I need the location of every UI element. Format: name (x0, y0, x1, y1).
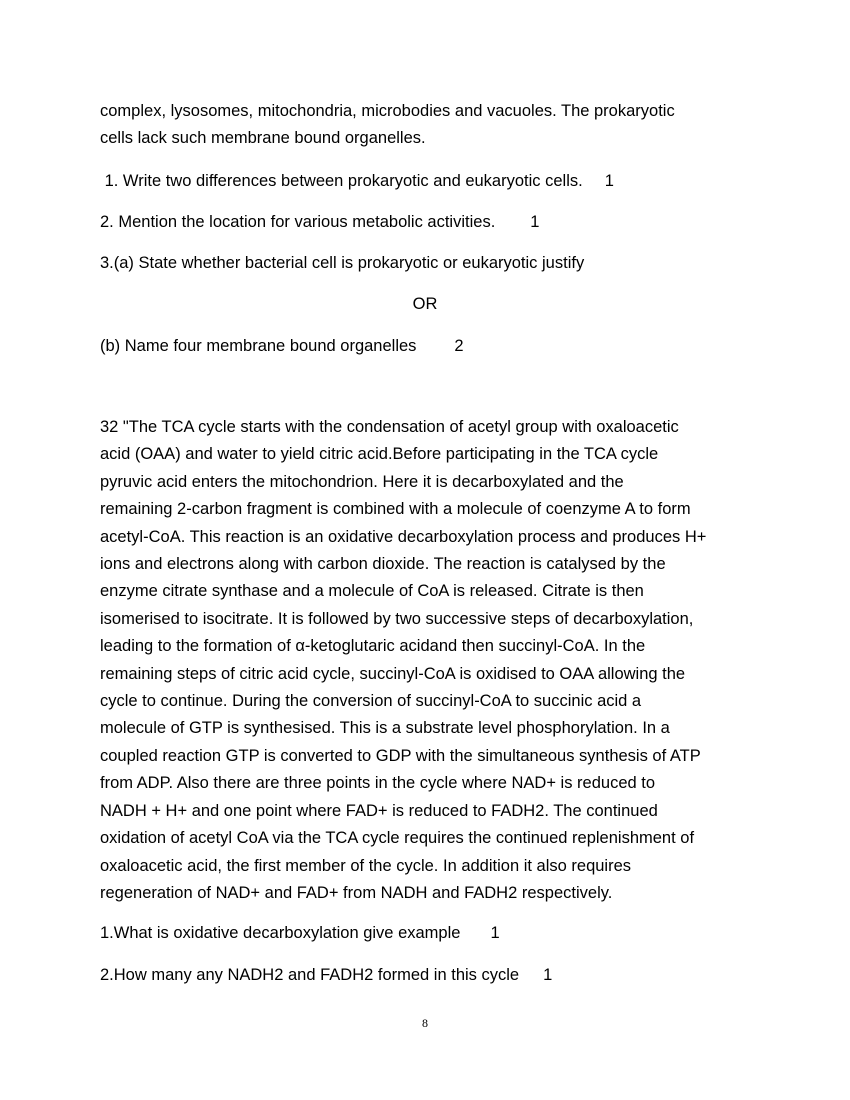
passage-line: regeneration of NAD+ and FAD+ from NADH and FADH2 respectively. (100, 883, 613, 902)
passage-line: coupled reaction GTP is converted to GDP with the simultaneous synthesis of ATP (100, 746, 701, 765)
passage-line: remaining steps of citric acid cycle, succinyl-CoA is oxidised to OAA allowing the (100, 664, 686, 683)
intro-line: complex, lysosomes, mitochondria, microbodies and vacuoles. The prokaryotic (100, 102, 675, 120)
passage-line: pyruvic acid enters the mitochondrion. Here it is decarboxylated and the (100, 472, 624, 491)
question-31-2 (100, 212, 539, 232)
passage-line: oxidation of acetyl CoA via the TCA cycle requires the continued replenishment of (100, 829, 695, 848)
question-marks: 1 (490, 924, 500, 942)
passage-line: remaining 2-carbon fragment is combined with a molecule of coenzyme A to form (100, 500, 691, 519)
passage-line: molecule of GTP is synthesised. This is a substrate level phosphorylation. In a (100, 719, 670, 738)
intro-paragraph (100, 98, 750, 153)
passage-line: acetyl-CoA. This reaction is an oxidative decarboxylation process and produces H+ (100, 527, 707, 546)
passage-line: oxaloacetic acid, the first member of the cycle. In addition it also requires (100, 856, 632, 875)
passage-line: from ADP. Also there are three points in the cycle where NAD+ is reduced to (100, 774, 656, 793)
page-number: 8 (422, 1016, 428, 1030)
question-31-3a (100, 253, 584, 273)
passage-line: NADH + H+ and one point where FAD+ is reduced to FADH2. The continued (100, 801, 658, 820)
question-31-3b (100, 336, 464, 356)
intro-line: cells lack such membrane bound organelles. (100, 129, 426, 148)
passage-line: enzyme citrate synthase and a molecule of CoA is released. Citrate is then (100, 582, 644, 601)
question-text: (b) Name four membrane bound organelles (100, 337, 417, 355)
question-text: 1. Write two differences between prokaryotic and eukaryotic cells. (100, 172, 583, 190)
passage-line: ions and electrons along with carbon dioxide. The reaction is catalysed by the (100, 555, 666, 574)
question-32-1 (100, 923, 500, 943)
question-31-1 (100, 171, 614, 191)
passage-line: isomerised to isocitrate. It is followed by two successive steps of decarboxylation, (100, 609, 694, 628)
passage-line: cycle to continue. During the conversion of succinyl-CoA to succinic acid a (100, 692, 642, 711)
passage-line: leading to the formation of α-ketoglutaric acidand then succinyl-CoA. In the (100, 637, 646, 656)
question-marks: 1 (604, 172, 614, 190)
question-32-2 (100, 965, 552, 985)
passage-line: 32 "The TCA cycle starts with the condensation of acetyl group with oxaloacetic (100, 418, 679, 436)
or-separator: OR (412, 295, 438, 313)
question-text: 2. Mention the location for various metabolic activities. (100, 213, 496, 231)
question-text: 2.How many any NADH2 and FADH2 formed in this cycle (100, 966, 520, 984)
passage-32 (100, 414, 750, 907)
question-text: 3.(a) State whether bacterial cell is prokaryotic or eukaryotic justify (100, 254, 585, 272)
question-marks: 2 (454, 337, 464, 355)
passage-line: acid (OAA) and water to yield citric acid.Before participating in the TCA cycle (100, 445, 659, 464)
question-text: 1.What is oxidative decarboxylation give example (100, 924, 461, 942)
question-marks: 1 (530, 213, 540, 231)
question-marks: 1 (543, 966, 553, 984)
